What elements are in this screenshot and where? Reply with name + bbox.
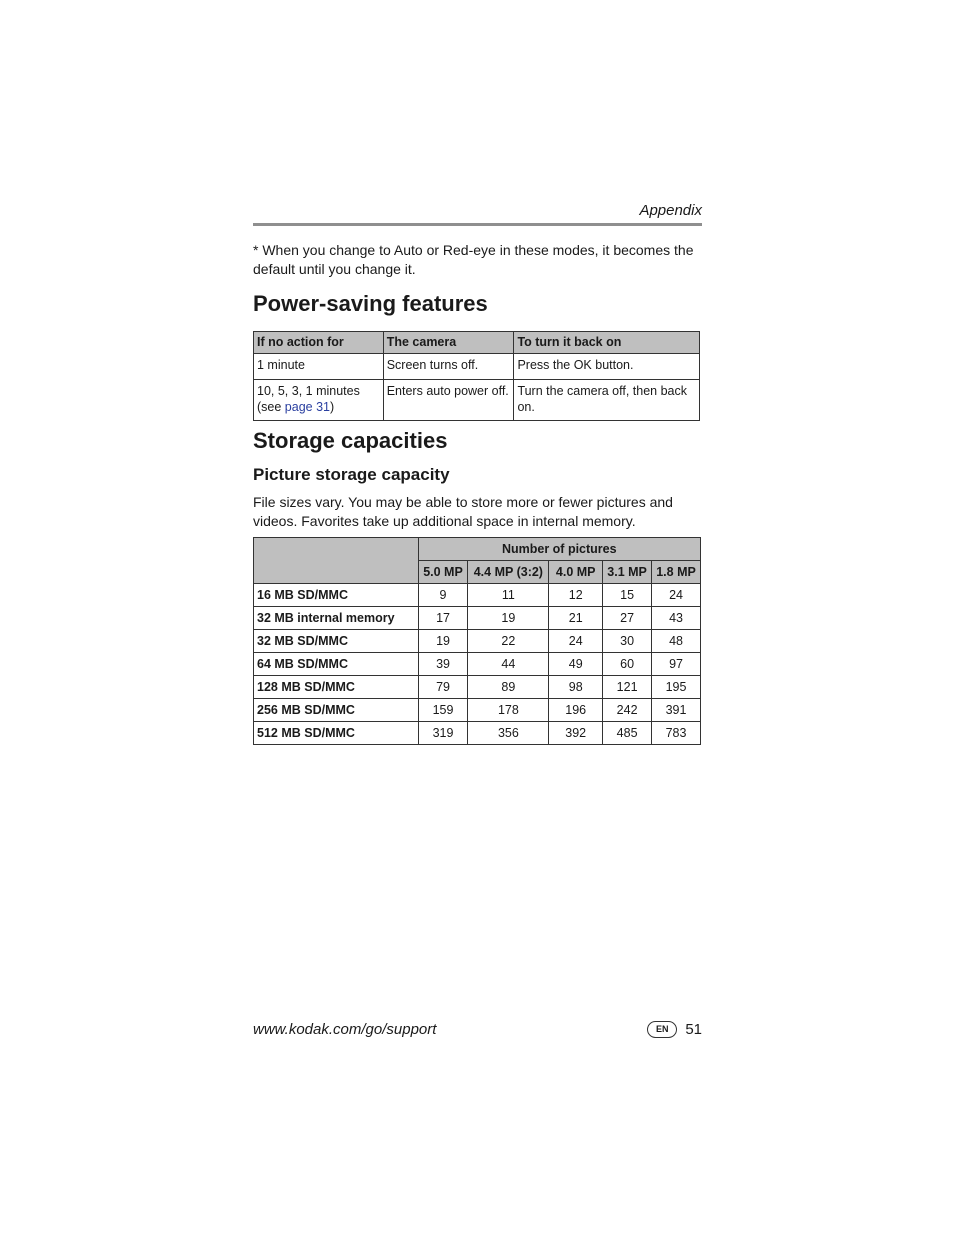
table-cell: 121: [603, 676, 652, 699]
column-header: 4.0 MP: [549, 561, 603, 584]
power-saving-heading: Power-saving features: [253, 291, 488, 316]
table-cell: 44: [468, 653, 549, 676]
row-label: 16 MB SD/MMC: [254, 584, 419, 607]
row-label: 32 MB internal memory: [254, 607, 419, 630]
table-row: [254, 630, 701, 653]
table-cell: 159: [418, 699, 468, 722]
table-row: [254, 380, 700, 421]
table-cell: 39: [418, 653, 468, 676]
table-row: [254, 653, 701, 676]
table-row: [254, 676, 701, 699]
cell-text: 10, 5, 3, 1 minutes (see: [257, 384, 360, 414]
column-header: 4.4 MP (3:2): [468, 561, 549, 584]
storage-subheading: Picture storage capacity: [253, 465, 450, 484]
table-cell: 79: [418, 676, 468, 699]
table-header-row: [254, 538, 701, 561]
table-cell: 97: [652, 653, 701, 676]
page-footer: [647, 1021, 702, 1038]
table-cell: 15: [603, 584, 652, 607]
page-link[interactable]: page 31: [284, 400, 330, 414]
table-row: [254, 584, 701, 607]
table-cell: 9: [418, 584, 468, 607]
table-cell: 89: [468, 676, 549, 699]
table-cell: 48: [652, 630, 701, 653]
table-cell: 391: [652, 699, 701, 722]
group-header: Number of pictures: [418, 538, 700, 561]
table-cell: 356: [468, 722, 549, 745]
table-cell: 27: [603, 607, 652, 630]
table-cell: 1 minute: [254, 354, 384, 380]
support-url: www.kodak.com/go/support: [253, 1021, 437, 1038]
storage-table-body: [254, 584, 701, 745]
table-cell: 60: [603, 653, 652, 676]
table-cell: 11: [468, 584, 549, 607]
table-cell: Screen turns off.: [383, 354, 514, 380]
language-badge: EN: [647, 1021, 677, 1038]
table-cell: 43: [652, 607, 701, 630]
table-cell: 19: [468, 607, 549, 630]
table-cell: 24: [549, 630, 603, 653]
table-cell: 178: [468, 699, 549, 722]
column-header: To turn it back on: [514, 332, 700, 354]
table-cell: 19: [418, 630, 468, 653]
table-cell: 242: [603, 699, 652, 722]
header-rule: [253, 223, 702, 226]
table-cell: 24: [652, 584, 701, 607]
table-row: [254, 722, 701, 745]
table-cell: Enters auto power off.: [383, 380, 514, 421]
row-label: 128 MB SD/MMC: [254, 676, 419, 699]
table-row: [254, 607, 701, 630]
table-cell: 17: [418, 607, 468, 630]
table-cell: 485: [603, 722, 652, 745]
table-cell: 783: [652, 722, 701, 745]
table-cell: 319: [418, 722, 468, 745]
table-row: [254, 699, 701, 722]
column-header: 5.0 MP: [418, 561, 468, 584]
table-header-row: [254, 332, 700, 354]
table-cell: Press the OK button.: [514, 354, 700, 380]
row-label: 256 MB SD/MMC: [254, 699, 419, 722]
column-header: 3.1 MP: [603, 561, 652, 584]
table-cell: 30: [603, 630, 652, 653]
power-saving-table: [253, 331, 700, 421]
row-label: 64 MB SD/MMC: [254, 653, 419, 676]
cell-text: ): [329, 400, 335, 414]
page-number: 51: [685, 1021, 702, 1038]
table-cell: [254, 380, 384, 421]
table-cell: 195: [652, 676, 701, 699]
section-header: Appendix: [639, 202, 702, 219]
table-cell: 21: [549, 607, 603, 630]
table-cell: 49: [549, 653, 603, 676]
table-cell: 196: [549, 699, 603, 722]
table-cell: 392: [549, 722, 603, 745]
column-header: 1.8 MP: [652, 561, 701, 584]
storage-heading: Storage capacities: [253, 428, 448, 453]
storage-description: File sizes vary. You may be able to store more or fewer pictures and videos. Favorites take up additional space in internal memory.: [253, 494, 673, 529]
table-cell: 98: [549, 676, 603, 699]
column-header: If no action for: [254, 332, 384, 354]
row-label: 512 MB SD/MMC: [254, 722, 419, 745]
column-header: The camera: [383, 332, 514, 354]
storage-table: [253, 537, 701, 745]
table-row: [254, 354, 700, 380]
table-cell: 12: [549, 584, 603, 607]
table-cell: Turn the camera off, then back on.: [514, 380, 700, 421]
table-cell: 22: [468, 630, 549, 653]
row-label: 32 MB SD/MMC: [254, 630, 419, 653]
footnote: * When you change to Auto or Red-eye in these modes, it becomes the default until you change it.: [253, 242, 694, 277]
corner-header: [254, 538, 419, 584]
